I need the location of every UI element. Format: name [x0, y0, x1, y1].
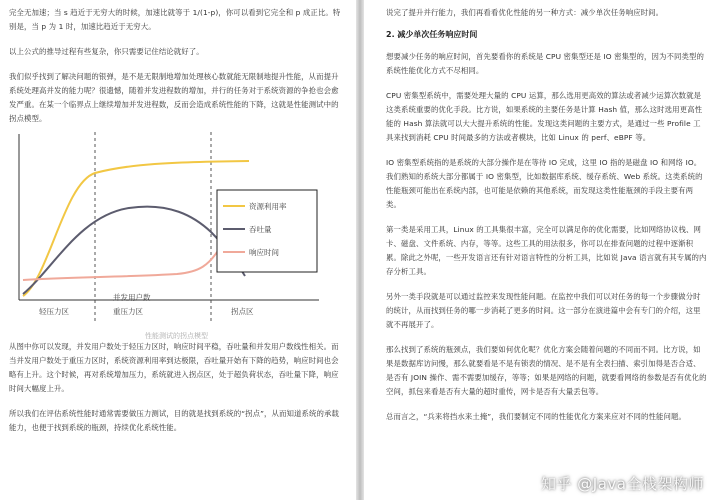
paragraph: 另外一类手段就是可以通过监控来发现性能问题。在监控中我们可以对任务的每一个步骤做分时的统计，从而找到任务的哪一步消耗了更多的时间。这一部分在演进篇中会有专门的介绍，这里就不再展开了。 [386, 292, 701, 329]
left-page [0, 0, 356, 500]
paragraph: 从图中你可以发现，并发用户数处于轻压力区时，响应时间平稳，吞吐量和并发用户数线性相关。而当并发用户数处于重压力区时，系统资源利用率到达极限，吞吐量开始有下降的趋势，响应时间也会略有上升。这个时候，再对系统增加压力，系统就进入拐点区，处于超负荷状态，吞吐量下降，响应时间大幅度上升。 [9, 342, 339, 393]
paragraph: 第一类是采用工具，Linux 的工具集很丰富，完全可以满足你的优化需要，比如网络协议栈、网卡、磁盘、文件系统、内存，等等。这些工具的用法很多，你可以在排查问题的过程中逐渐积累。除此之外呢，一些开发语言还有针对语言特性的分析工具，比如说 Java 语言就有其专属的内存分析工具。 [386, 225, 707, 276]
zone-label-inflection: 拐点区 [231, 307, 254, 316]
legend-label-utilization: 资源利用率 [249, 202, 287, 211]
zone-label-light: 轻压力区 [39, 307, 69, 316]
response-time-curve [23, 202, 247, 280]
book-gutter [356, 0, 364, 500]
inflection-point-figure [9, 128, 344, 340]
section-heading: 2. 减少单次任务响应时间 [386, 30, 478, 39]
throughput-curve [23, 207, 245, 294]
watermark: 知乎 @Java全栈架构师 [541, 475, 704, 493]
right-page [364, 0, 720, 500]
paragraph: 那么找到了系统的瓶颈点，我们要如何优化呢？优化方案会随着问题的不同而不同。比方说，如果是数据库访问慢，那么就要看是不是有锁表的情况、是不是有全表扫描、索引加得是否合适、是否有 JOIN 操作、需不需要加缓存，等等；如果是网络的问题，就要看网络的参数是否有优化的空间，抓包来看是否有大量的超时重传，网卡是否有大量丢包等。 [386, 345, 707, 396]
figure-caption: 性能测试的拐点模型 [145, 332, 208, 340]
paragraph: 所以我们在评估系统性能时通常需要做压力测试，目的就是找到系统的“拐点”，从而知道系统的承载能力，也便于找到系统的瓶颈，持续优化系统性能。 [9, 409, 339, 432]
paragraph: 完全无加速；当 s 趋近于无穷大的时候，加速比就等于 1/(1-p)，你可以看到它完全和 p 成正比。特别是，当 p 为 1 时，加速比趋近于无穷大。 [9, 8, 341, 31]
performance-chart [9, 128, 344, 328]
paragraph: 我们似乎找到了解决问题的银弹，是不是无限制地增加处理核心数就能无限制地提升性能，从而提升系统处理高并发的能力呢？很遗憾，随着并发进程数的增加，并行的任务对于系统资源的争抢也会愈发严重。在某一个临界点上继续增加并发进程数，反而会造成系统性能的下降，这就是性能测试中的拐点模型。 [9, 72, 339, 123]
legend-label-response: 响应时间 [249, 248, 279, 257]
paragraph: 以上公式的推导过程有些复杂，你只需要记住结论就好了。 [9, 47, 204, 56]
legend-label-throughput: 吞吐量 [249, 225, 272, 234]
paragraph: 想要减少任务的响应时间，首先要看你的系统是 CPU 密集型还是 IO 密集型的，因为不同类型的系统性能优化方式不尽相同。 [386, 52, 704, 75]
paragraph: IO 密集型系统指的是系统的大部分操作是在等待 IO 完成，这里 IO 指的是磁盘 IO 和网络 IO。我们熟知的系统大部分都属于 IO 密集型，比如数据库系统、缓存系统、Web 系统。这类系统的性能瓶颈可能出在系统内部，也可能是依赖的其他系统，而发现这类性能瓶颈的手段主要有两类。 [386, 158, 703, 209]
paragraph: 说完了提升并行能力，我们再看看优化性能的另一种方式：减少单次任务响应时间。 [386, 8, 664, 17]
zone-label-heavy: 重压力区 [113, 307, 143, 316]
paragraph: 总而言之，“兵来将挡水来土掩”，我们要制定不同的性能优化方案来应对不同的性能问题。 [386, 412, 686, 421]
paragraph: CPU 密集型系统中，需要处理大量的 CPU 运算，那么选用更高效的算法或者减少运算次数就是这类系统重要的优化手段。比方说，如果系统的主要任务是计算 Hash 值，那么这时选用更高性能的 Hash 算法就可以大大提升系统的性能。发现这类问题的主要方式，是通过一些 Profile 工具来找到消耗 CPU 时间最多的方法或者模块，比如 Linux 的 perf、eBPF 等。 [386, 91, 703, 142]
axis-marker-label: 并发用户数 [113, 293, 151, 302]
